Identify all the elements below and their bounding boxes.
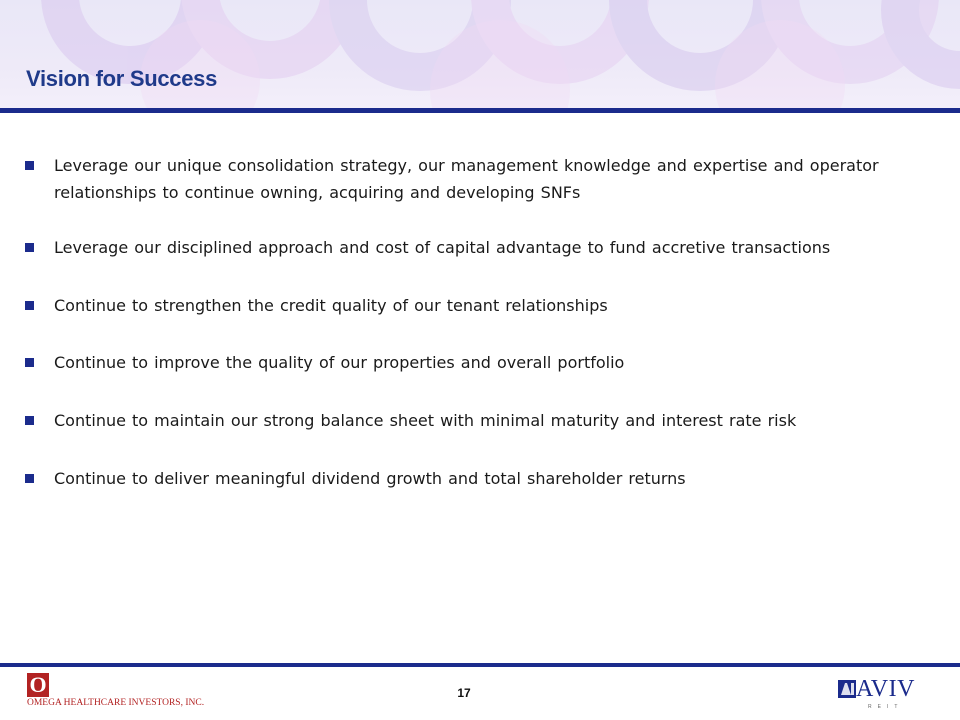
header-divider bbox=[0, 108, 960, 113]
omega-logo-name: OMEGA HEALTHCARE INVESTORS, INC. bbox=[27, 698, 205, 708]
bullet-item bbox=[24, 292, 608, 319]
square-bullet-icon bbox=[25, 474, 34, 483]
bullet-text: Continue to improve the quality of our properties and overall portfolio bbox=[54, 353, 625, 372]
bullet-text: Leverage our unique consolidation strategy, our management knowledge and expertise and operator relationships to continue owning, acquiring and developing SNFs bbox=[54, 156, 879, 202]
square-bullet-icon bbox=[25, 416, 34, 425]
aviv-wordmark: AVIV bbox=[856, 676, 915, 702]
aviv-subtitle: REIT bbox=[868, 704, 904, 710]
bullet-text: Continue to deliver meaningful dividend growth and total shareholder returns bbox=[54, 469, 686, 488]
footer-divider bbox=[0, 663, 960, 667]
square-bullet-icon bbox=[25, 301, 34, 310]
omega-logo bbox=[27, 672, 205, 708]
page-number: 17 bbox=[457, 686, 471, 700]
bullet-text: Leverage our disciplined approach and cost of capital advantage to fund accretive transactions bbox=[54, 238, 831, 257]
slide-title: Vision for Success bbox=[26, 66, 218, 91]
bullet-item bbox=[24, 152, 924, 206]
bullet-item bbox=[24, 349, 624, 376]
omega-logo-mark bbox=[27, 673, 49, 697]
square-bullet-icon bbox=[25, 358, 34, 367]
bullet-item bbox=[24, 407, 796, 434]
decorative-circles bbox=[0, 0, 960, 110]
square-bullet-icon bbox=[25, 243, 34, 252]
square-bullet-icon bbox=[25, 161, 34, 170]
header-banner bbox=[0, 0, 960, 110]
bullet-item bbox=[24, 465, 686, 492]
bullet-text: Continue to strengthen the credit quality of our tenant relationships bbox=[54, 296, 608, 315]
bullet-text: Continue to maintain our strong balance sheet with minimal maturity and interest rate risk bbox=[54, 411, 797, 430]
omega-logo-letter: O bbox=[29, 672, 47, 697]
bullet-item bbox=[24, 234, 830, 261]
aviv-emblem-icon bbox=[838, 680, 856, 698]
